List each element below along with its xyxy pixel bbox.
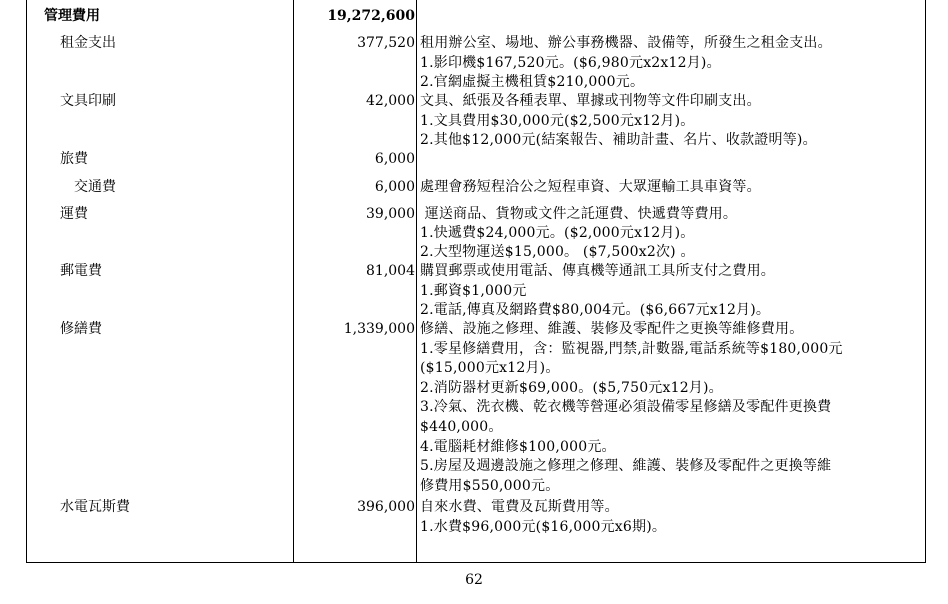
table-row: [0, 130, 948, 150]
item-desc-line: 1.水費$96,000元($16,000元x6期)。: [420, 519, 667, 535]
table-row: [0, 417, 948, 437]
item-desc-line: $440,000。: [420, 419, 503, 435]
header-row: [0, 6, 948, 26]
item-desc-line: 1.零星修繕費用，含：監視器,門禁,計數器,電話系統等$180,000元: [420, 341, 843, 357]
page-number: 62: [465, 572, 483, 588]
table-row: [0, 149, 948, 169]
item-amount: 42,000: [366, 93, 415, 109]
item-amount: 1,339,000: [343, 321, 415, 337]
item-name: 郵電費: [60, 263, 102, 279]
item-amount: 396,000: [357, 499, 415, 515]
item-name: 交通費: [74, 179, 116, 195]
item-name: 租金支出: [60, 35, 116, 51]
item-desc-line: 3.冷氣、洗衣機、乾衣機等營運必須設備零星修繕及零配件更換費: [420, 399, 832, 415]
table-row: [0, 261, 948, 281]
table-row: [0, 223, 948, 243]
item-amount: 39,000: [366, 206, 415, 222]
table-row: [0, 378, 948, 398]
item-desc-line: 1.郵資$1,000元: [420, 283, 527, 299]
item-desc-line: 1.文具費用$30,000元($2,500元x12月)。: [420, 113, 695, 129]
table-row: [0, 242, 948, 262]
item-desc-line: 1.快遞費$24,000元。($2,000元x12月)。: [420, 225, 695, 241]
item-desc-line: 運送商品、貨物或文件之託運費、快遞費等費用。: [420, 206, 738, 222]
item-desc-line: 2.其他$12,000元(結案報告、補助計畫、名片、收款證明等)。: [420, 132, 817, 148]
item-desc-line: ($15,000元x12月)。: [420, 360, 560, 376]
item-desc-line: 5.房屋及週邊設施之修理之修理、維護、裝修及零配件之更換等維: [420, 458, 832, 474]
table-row: [0, 281, 948, 301]
table-row: [0, 339, 948, 359]
item-name: 文具印刷: [60, 93, 116, 109]
item-desc-line: 2.大型物運送$15,000。 ($7,500x2次) 。: [420, 244, 695, 260]
table-row: [0, 177, 948, 197]
item-name: 修繕費: [60, 321, 102, 337]
table-row: [0, 517, 948, 537]
item-desc-line: 1.影印機$167,520元。($6,980元x2x12月)。: [420, 55, 721, 71]
table-row: [0, 397, 948, 417]
table-row: [0, 476, 948, 496]
item-name: 水電瓦斯費: [60, 499, 130, 515]
table-row: [0, 53, 948, 73]
table-row: [0, 72, 948, 92]
table-row: [0, 456, 948, 476]
item-desc-line: 文具、紙張及各種表單、單據或刊物等文件印刷支出。: [420, 93, 761, 109]
item-desc-line: 修費用$550,000元。: [420, 478, 560, 494]
header-amount: 19,272,600: [327, 8, 415, 24]
item-name: 運費: [60, 206, 88, 222]
header-label: 管理費用: [44, 8, 100, 24]
item-amount: 377,520: [357, 35, 415, 51]
item-desc-line: 購買郵票或使用電話、傳真機等通訊工具所支付之費用。: [420, 263, 775, 279]
item-amount: 6,000: [374, 179, 415, 195]
item-desc-line: 處理會務短程洽公之短程車資、大眾運輸工具車資等。: [420, 179, 761, 195]
item-desc-line: 2.消防器材更新$69,000。($5,750元x12月)。: [420, 380, 723, 396]
item-desc-line: 租用辦公室、場地、辦公事務機器、設備等，所發生之租金支出。: [420, 35, 832, 51]
table-row: [0, 437, 948, 457]
table-row: [0, 91, 948, 111]
item-desc-line: 修繕、設施之修理、維護、裝修及零配件之更換等維修費用。: [420, 321, 804, 337]
item-amount: 81,004: [366, 263, 415, 279]
item-desc-line: 自來水費、電費及瓦斯費用等。: [420, 499, 619, 515]
item-desc-line: 4.電腦耗材維修$100,000元。: [420, 439, 616, 455]
table-row: [0, 111, 948, 131]
item-name: 旅費: [60, 151, 88, 167]
item-amount: 6,000: [374, 151, 415, 167]
table-row: [0, 204, 948, 224]
table-row: [0, 300, 948, 320]
item-desc-line: 2.官網虛擬主機租賃$210,000元。: [420, 74, 645, 90]
table-row: [0, 33, 948, 53]
table-row: [0, 358, 948, 378]
item-desc-line: 2.電話,傳真及網路費$80,004元。($6,667元x12月)。: [420, 302, 771, 318]
table-row: [0, 319, 948, 339]
table-row: [0, 497, 948, 517]
